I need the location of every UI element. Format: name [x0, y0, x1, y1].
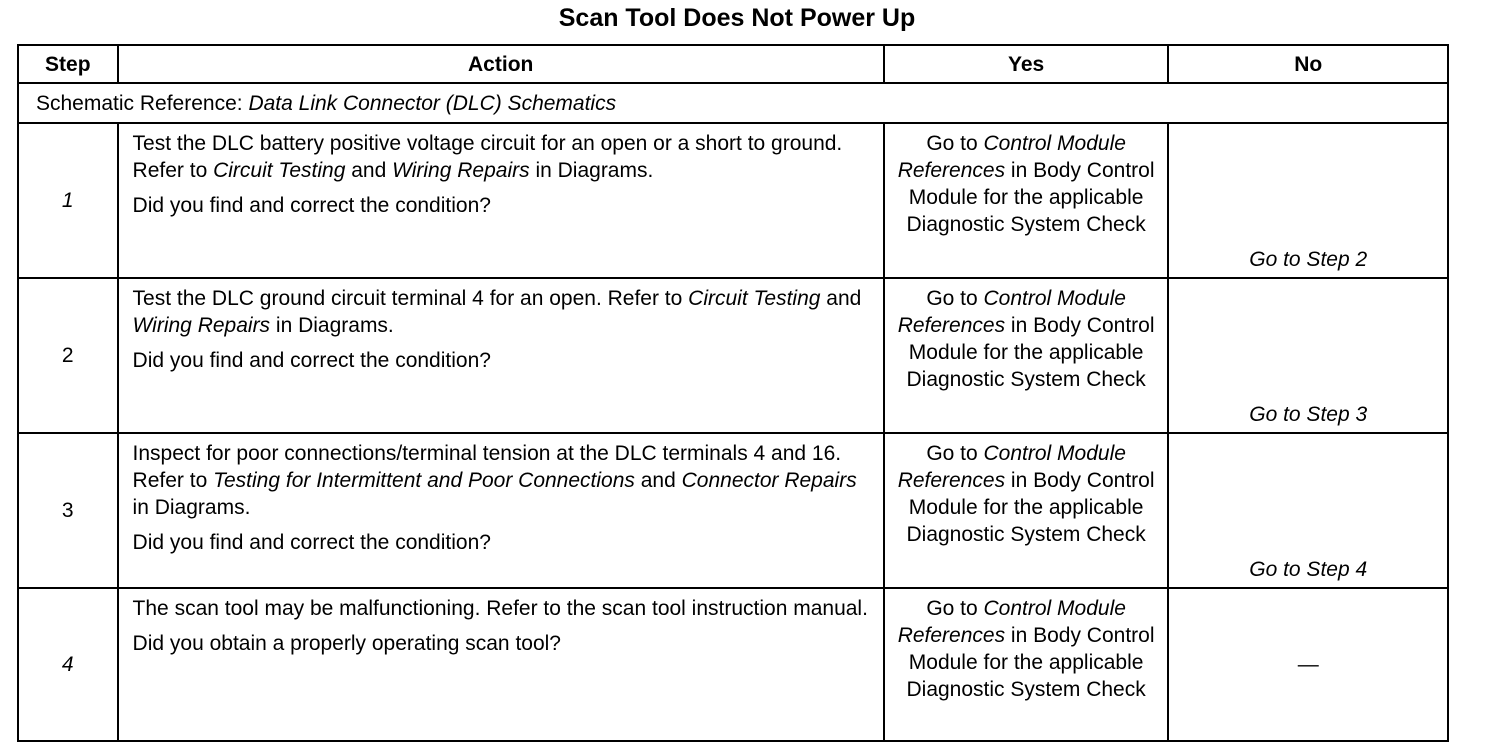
no-goto-step: Go to Step 3: [1249, 403, 1368, 426]
header-no: No: [1168, 45, 1448, 83]
action-cell: [118, 588, 884, 741]
step-number: [18, 588, 118, 741]
action-reference: Wiring Repairs: [392, 159, 530, 182]
yes-cell: [884, 588, 1169, 741]
action-segment: in Diagrams.: [132, 496, 251, 519]
yes-reference: Control Module References: [897, 287, 1126, 337]
step-number: 2: [18, 278, 118, 433]
table-row: [18, 433, 1448, 588]
no-cell: [1168, 433, 1448, 588]
step-number-label: 1: [61, 189, 74, 212]
action-segment: in Diagrams.: [529, 159, 654, 182]
header-row: [18, 45, 1448, 83]
step-number: 3: [18, 433, 118, 588]
action-text: [133, 285, 875, 339]
action-cell: [118, 123, 884, 278]
action-segment: and: [820, 287, 862, 310]
yes-text: Go to: [926, 287, 984, 310]
schematic-prefix: Schematic Reference:: [36, 91, 243, 115]
yes-text: in Body Control Module for the applicable Diagnostic System Check: [906, 314, 1155, 391]
action-segment: and: [634, 469, 682, 492]
action-question: Did you find and correct the condition?: [132, 531, 491, 554]
action-text: [133, 440, 875, 521]
yes-text: Go to: [926, 442, 984, 465]
action-reference: Circuit Testing: [213, 159, 346, 182]
table-row: [18, 588, 1448, 741]
action-question: Did you find and correct the condition?: [132, 349, 491, 372]
yes-reference: Control Module References: [897, 442, 1126, 492]
action-text: [133, 130, 875, 184]
no-cell: [1168, 123, 1448, 278]
yes-text: Go to: [926, 132, 984, 155]
step-number-label: 4: [61, 653, 74, 676]
yes-reference: Control Module References: [897, 597, 1126, 647]
action-segment: Test the DLC ground circuit terminal 4 for an open. Refer to: [132, 287, 689, 310]
action-segment: Inspect for poor connections/terminal tension at the DLC terminals 4 and 16. Refer to: [132, 442, 842, 492]
action-text: The scan tool may be malfunctioning. Refer to the scan tool instruction manual.: [132, 597, 868, 620]
schematic-row: [18, 83, 1448, 123]
action-reference: Circuit Testing: [688, 287, 821, 310]
no-dash: —: [1297, 653, 1319, 676]
diagnostic-table: [17, 44, 1449, 742]
header-action: Action: [118, 45, 884, 83]
table-row: [18, 123, 1448, 278]
action-question: Did you obtain a properly operating scan tool?: [132, 632, 561, 655]
no-goto-step: Go to Step 2: [1249, 248, 1368, 271]
yes-cell: [884, 433, 1169, 588]
yes-text: Go to: [926, 597, 984, 620]
action-reference: Wiring Repairs: [132, 314, 271, 337]
yes-cell: [884, 278, 1169, 433]
action-reference: Testing for Intermittent and Poor Connections: [213, 469, 635, 492]
yes-cell: [884, 123, 1169, 278]
yes-text: in Body Control Module for the applicable Diagnostic System Check: [906, 624, 1155, 701]
action-segment: Test the DLC battery positive voltage circuit for an open or a short to ground. Refer to: [132, 132, 843, 182]
table-row: [18, 278, 1448, 433]
schematic-reference: [18, 83, 1448, 123]
action-reference: Connector Repairs: [681, 469, 857, 492]
action-question: Did you find and correct the condition?: [132, 194, 491, 217]
header-step: Step: [18, 45, 118, 83]
step-number: [18, 123, 118, 278]
schematic-link: Data Link Connector (DLC) Schematics: [248, 91, 617, 115]
header-yes: Yes: [884, 45, 1169, 83]
action-segment: and: [345, 159, 393, 182]
no-cell: [1168, 588, 1448, 741]
no-cell: [1168, 278, 1448, 433]
page-title: Scan Tool Does Not Power Up: [558, 4, 916, 32]
yes-text: in Body Control Module for the applicable Diagnostic System Check: [906, 469, 1155, 546]
action-cell: [118, 433, 884, 588]
no-goto-step: Go to Step 4: [1249, 558, 1368, 581]
yes-text: in Body Control Module for the applicable Diagnostic System Check: [906, 159, 1155, 236]
action-cell: [118, 278, 884, 433]
action-segment: in Diagrams.: [270, 314, 394, 337]
yes-reference: Control Module References: [897, 132, 1126, 182]
